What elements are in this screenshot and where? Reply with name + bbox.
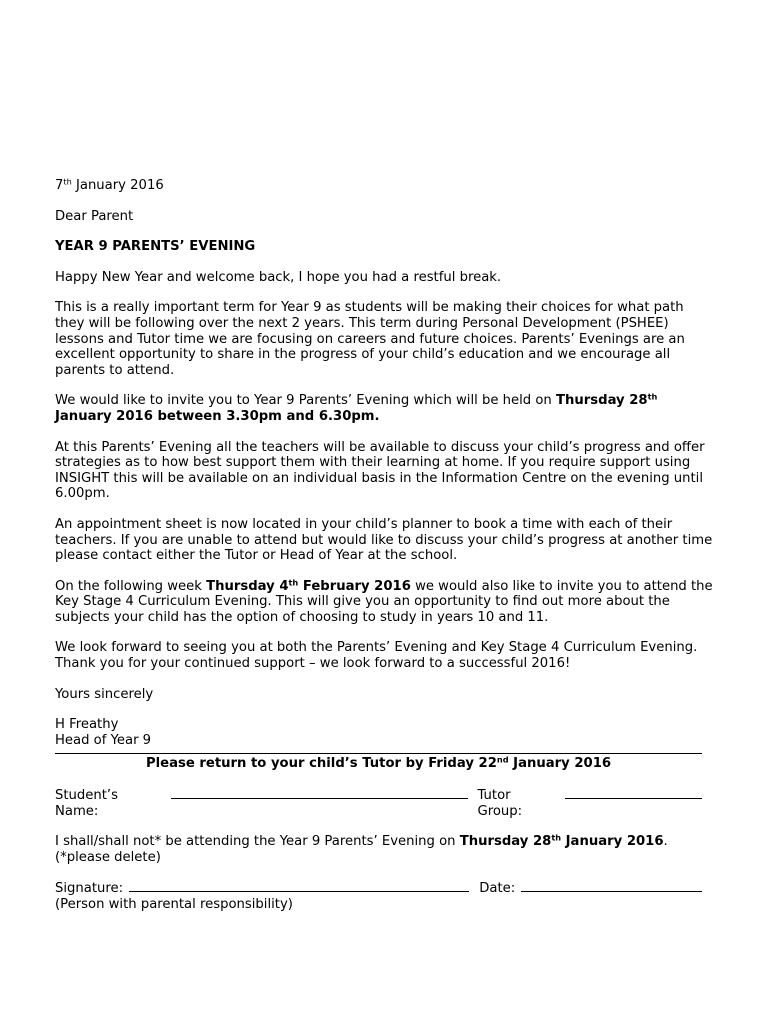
tear-off-divider	[55, 753, 702, 754]
signature-row	[55, 880, 702, 897]
paragraph-invitation: We would like to invite you to Year 9 Parents’ Evening which will be held on Thursday 28th January 2016 between 3.30pm and 6.30pm.	[55, 391, 658, 424]
paragraph-thanks: We look forward to seeing you at both the Parents’ Evening and Key Stage 4 Curriculum Evening. Thank you for your continued support – we look forward to a successful 2016!	[55, 640, 698, 672]
signature-label: Signature:	[55, 881, 124, 897]
greeting: Dear Parent	[55, 208, 134, 224]
date-label: Date:	[479, 881, 516, 897]
signature-field[interactable]	[129, 880, 469, 892]
letter-date: 7th January 2016	[55, 176, 164, 193]
signer-block	[55, 717, 715, 748]
paragraph-teachers: At this Parents’ Evening all the teachers will be available to discuss your child’s progress and offer strategies as to how best support them with their learning at home. If you require support using INSIGHT this will be available on an individual basis in the Information Centre on the evening until 6.00pm.	[55, 439, 705, 502]
paragraph-importance: This is a really important term for Year 9 as students will be making their choices for what path they will be following over the next 2 years. This term during Personal Development (PSHEE) lessons and Tutor time we are focusing on careers and future choices. Parents’ Evenings are an excellent opportunity to share in the progress of your child’s education and we encourage all parents to attend.	[55, 300, 685, 378]
delete-note: (*please delete)	[55, 849, 161, 865]
letter-page	[55, 178, 715, 913]
attendance-statement: I shall/shall not* be attending the Year 9 Parents’ Evening on Thursday 28th January 2016. (*please delete)	[55, 832, 668, 865]
paragraph-welcome: Happy New Year and welcome back, I hope you had a restful break.	[55, 269, 502, 285]
signer-name: H Freathy	[55, 717, 119, 733]
parental-responsibility-note: (Person with parental responsibility)	[55, 897, 293, 912]
paragraph-appointment: An appointment sheet is now located in your child’s planner to book a time with each of their teachers. If you are unable to attend but would like to discuss your child’s progress at another time please contact either the Tutor or Head of Year at the school.	[55, 516, 713, 564]
student-name-label: Student’s Name:	[55, 788, 118, 819]
tutor-group-label: Tutor Group:	[477, 788, 523, 819]
signer-title: Head of Year 9	[55, 732, 152, 748]
reply-slip-title: Please return to your child’s Tutor by Friday 22nd January 2016	[145, 754, 612, 772]
student-name-field[interactable]	[171, 787, 468, 799]
student-details-row	[55, 787, 702, 819]
date-field[interactable]	[521, 880, 702, 892]
paragraph-curriculum-evening: On the following week Thursday 4th February 2016 we would also like to invite you to attend the Key Stage 4 Curriculum Evening. This will give you an opportunity to find out more about the subjects your child has the option of choosing to study in years 10 and 11.	[55, 577, 713, 625]
closing: Yours sincerely	[55, 686, 154, 702]
tutor-group-field[interactable]	[565, 787, 702, 799]
letter-heading: YEAR 9 PARENTS’ EVENING	[55, 239, 256, 255]
